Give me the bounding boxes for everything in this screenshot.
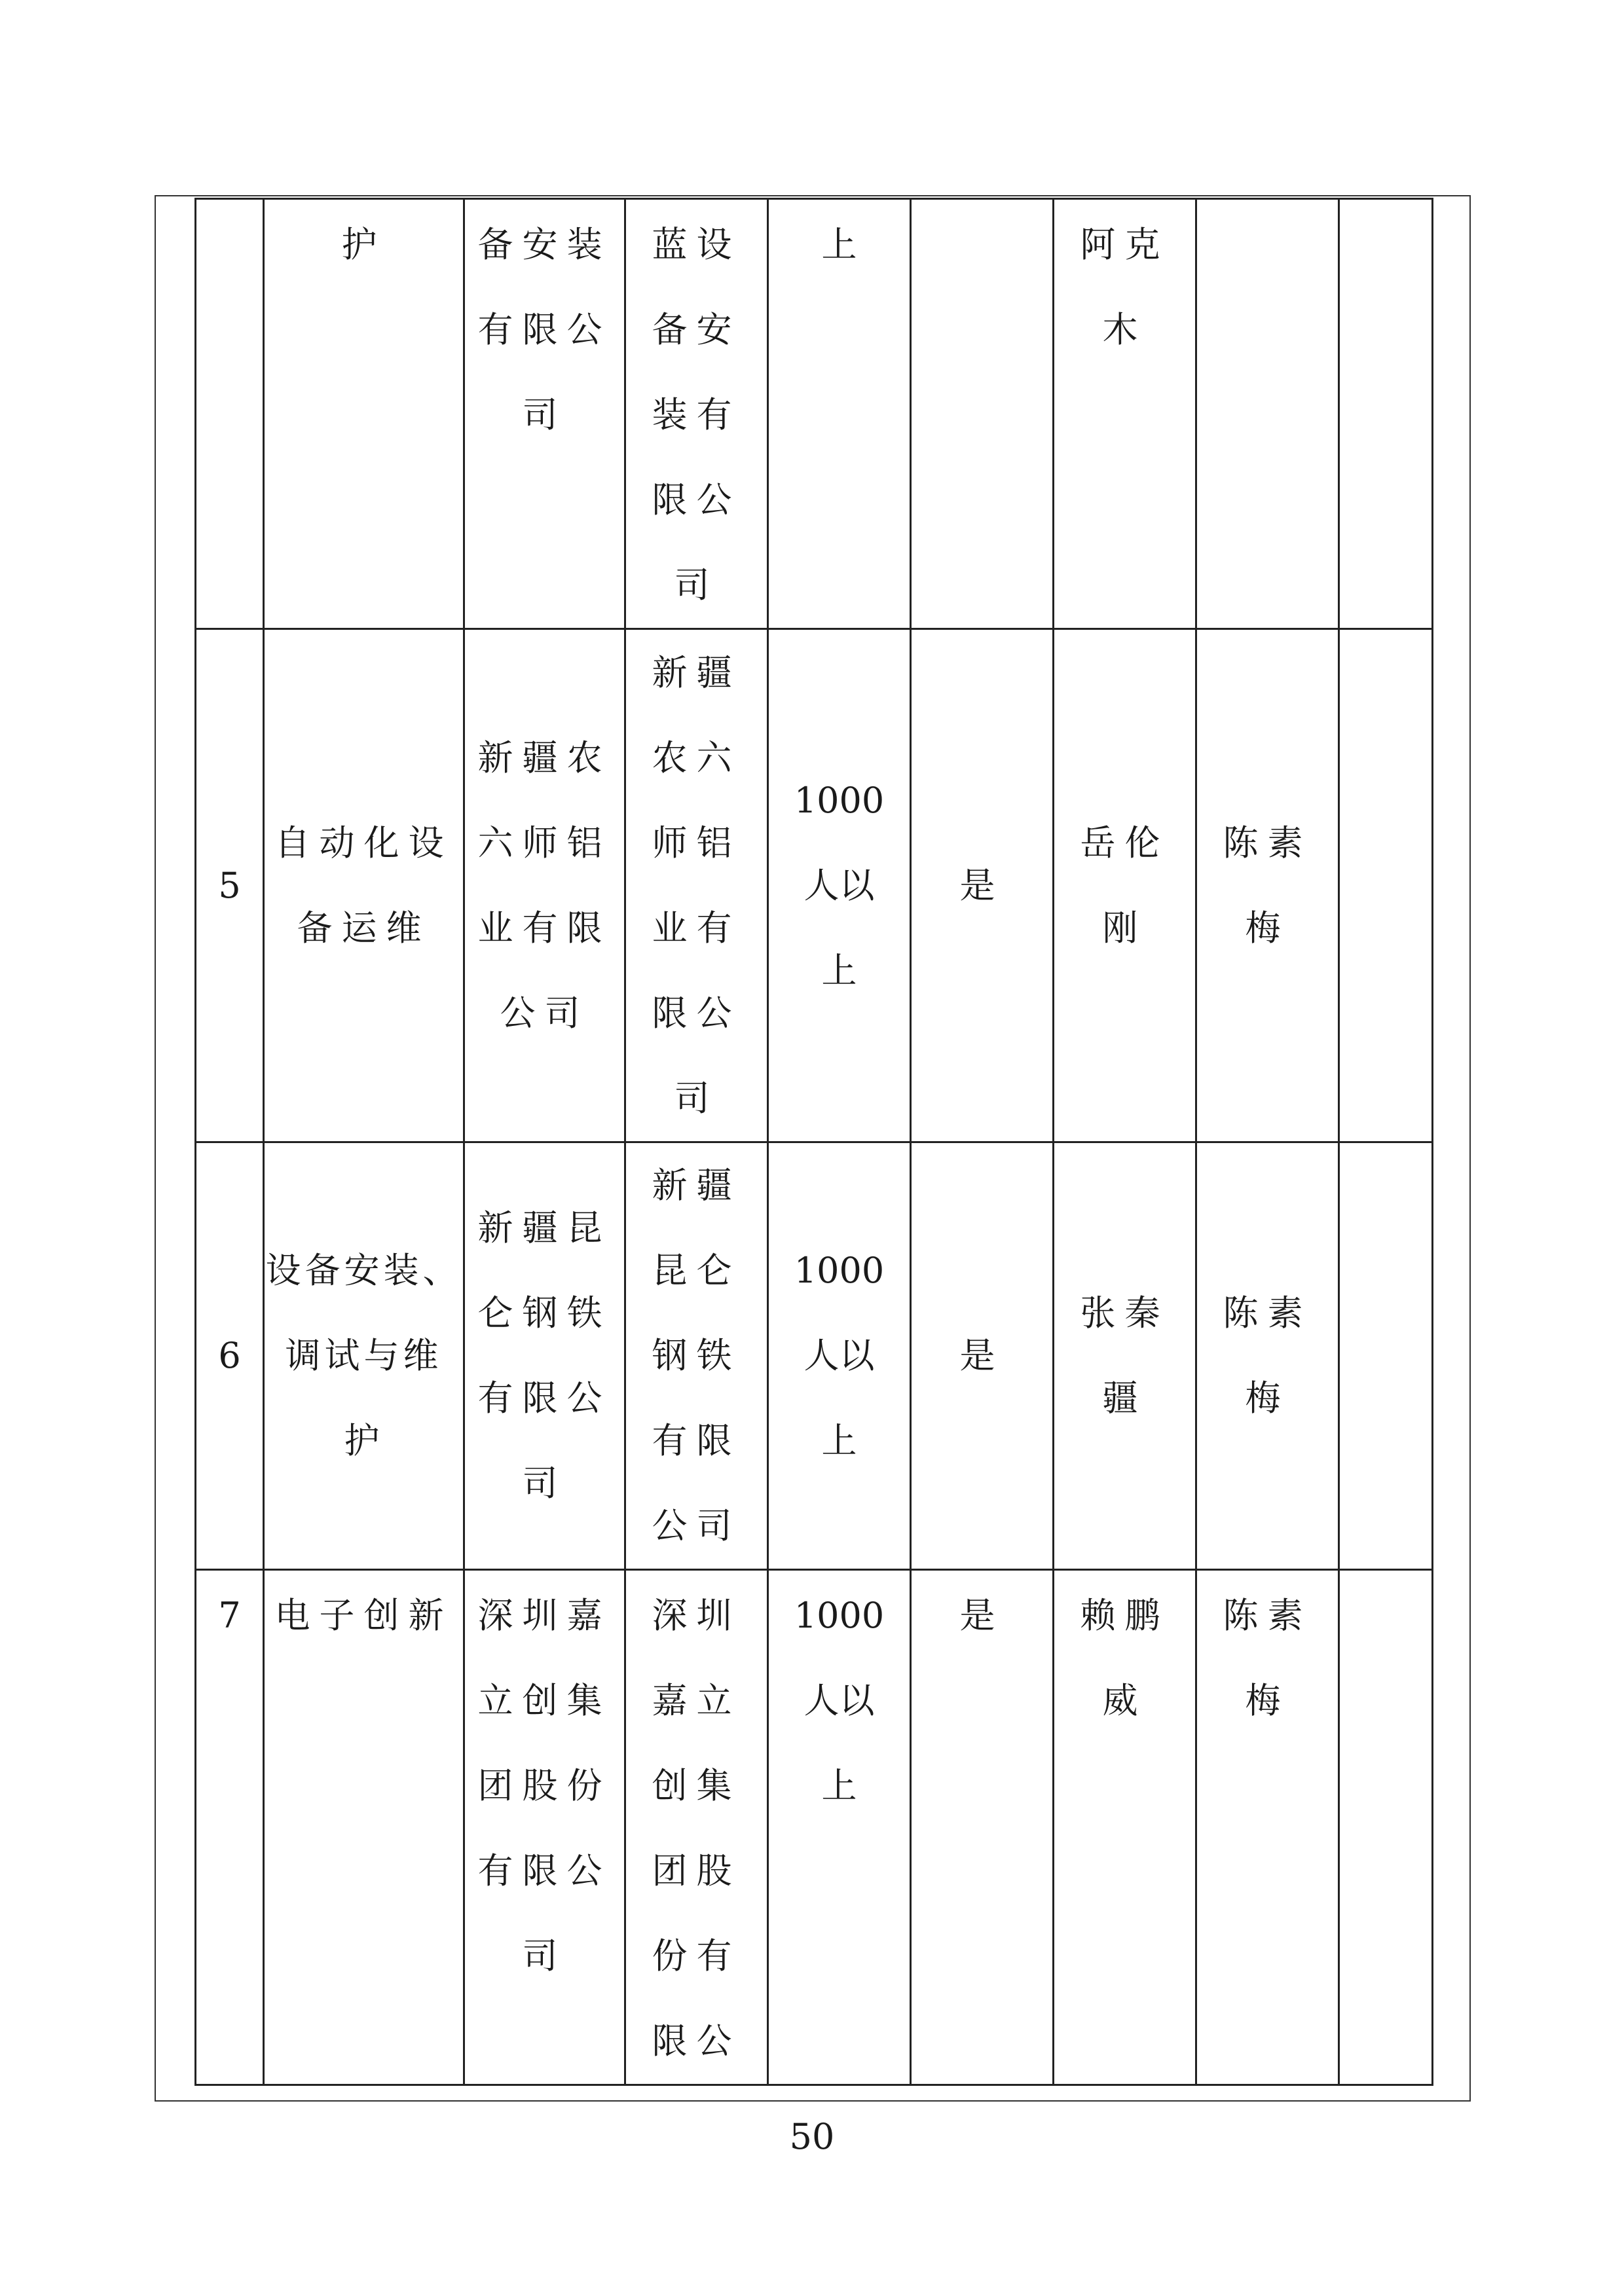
page-number: 50 — [789, 2116, 835, 2157]
cell-index: 5 — [196, 629, 264, 1142]
cell-enterprise: 蓝设 备安 装有 限公 司 — [625, 199, 768, 629]
cell-scale: 上 — [768, 199, 911, 629]
internship-table — [194, 198, 1433, 2086]
cell-mentor: 赖鹏 威 — [1054, 1570, 1196, 2085]
cell-teacher: 陈素 梅 — [1196, 1570, 1339, 2085]
cell-practice-unit: 新疆农 六师铝 业有限 公司 — [464, 629, 625, 1142]
table-row — [196, 1570, 1433, 2085]
cell-teacher — [1196, 199, 1339, 629]
cell-index: 7 — [196, 1570, 264, 2085]
cell-matched: 是 — [911, 1570, 1054, 2085]
cell-remark — [1339, 629, 1433, 1142]
table-row — [196, 1142, 1433, 1570]
cell-position: 自动化设 备运维 — [264, 629, 464, 1142]
table-row — [196, 629, 1433, 1142]
cell-position: 护 — [264, 199, 464, 629]
cell-mentor: 岳伦 刚 — [1054, 629, 1196, 1142]
cell-enterprise: 新疆 农六 师铝 业有 限公 司 — [625, 629, 768, 1142]
table-row — [196, 199, 1433, 629]
cell-index — [196, 199, 264, 629]
cell-mentor: 张秦 疆 — [1054, 1142, 1196, 1570]
cell-position: 设备安装、 调试与维 护 — [264, 1142, 464, 1570]
cell-teacher: 陈素 梅 — [1196, 1142, 1339, 1570]
cell-scale: 1000 人以 上 — [768, 1142, 911, 1570]
cell-teacher: 陈素 梅 — [1196, 629, 1339, 1142]
cell-matched — [911, 199, 1054, 629]
cell-scale: 1000 人以 上 — [768, 629, 911, 1142]
cell-practice-unit: 深圳嘉 立创集 团股份 有限公 司 — [464, 1570, 625, 2085]
cell-position: 电子创新 — [264, 1570, 464, 2085]
cell-remark — [1339, 199, 1433, 629]
cell-remark — [1339, 1570, 1433, 2085]
cell-mentor: 阿克 木 — [1054, 199, 1196, 629]
cell-enterprise: 深圳 嘉立 创集 团股 份有 限公 — [625, 1570, 768, 2085]
cell-matched: 是 — [911, 1142, 1054, 1570]
cell-practice-unit: 备安装 有限公 司 — [464, 199, 625, 629]
cell-enterprise: 新疆 昆仑 钢铁 有限 公司 — [625, 1142, 768, 1570]
cell-matched: 是 — [911, 629, 1054, 1142]
cell-index: 6 — [196, 1142, 264, 1570]
cell-remark — [1339, 1142, 1433, 1570]
cell-practice-unit: 新疆昆 仑钢铁 有限公 司 — [464, 1142, 625, 1570]
cell-scale: 1000 人以 上 — [768, 1570, 911, 2085]
